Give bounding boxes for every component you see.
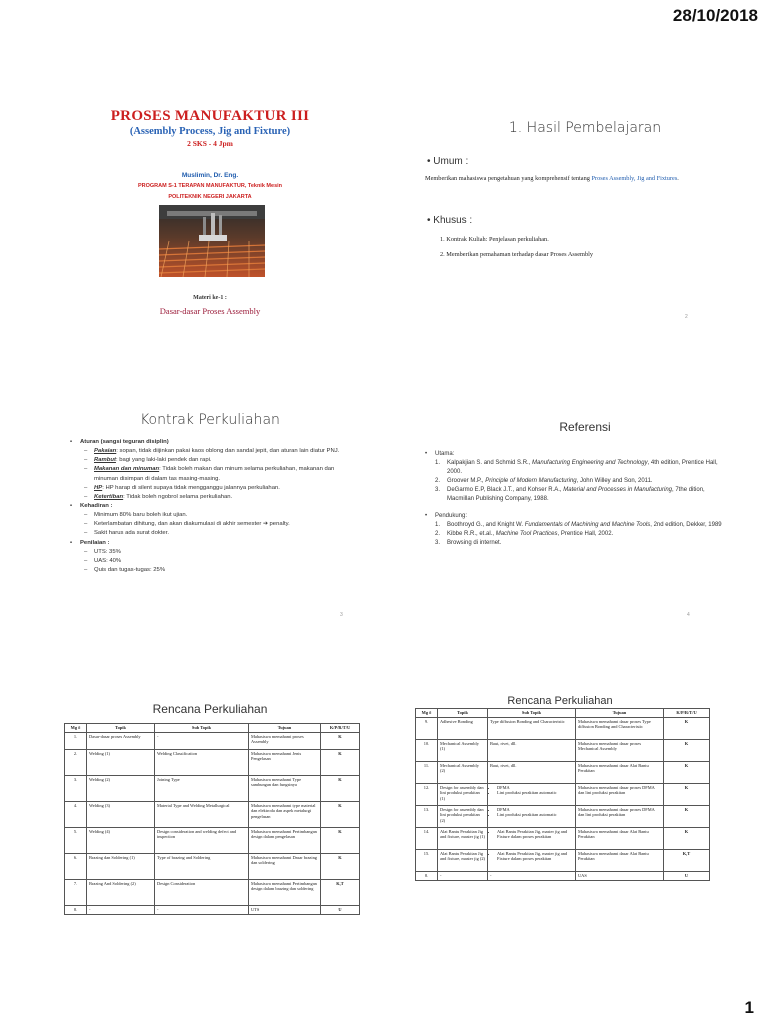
table-cell: 13. [416,805,438,827]
table-header-row [65,724,360,733]
course-credits: 2 SKS - 4 Jpm [187,139,233,148]
table-cell [488,739,576,761]
contract-list [70,438,360,575]
khusus-item: 2. Memberikan pemahaman terhadap dasar Proses Assembly [440,251,594,258]
khusus-item: 1. Kontrak Kuliah: Penjelasan perkuliahan. [440,236,549,243]
plan-table [64,723,360,915]
table-cell: Mahasiswa memahami Dasar brazing dan soldering [249,853,321,879]
table-row [65,827,360,853]
table-row [65,801,360,827]
kehadiran-heading: • Kehadiran : [70,502,360,511]
table-cell: Design for assembly dan lini produksi perakitan (2) [438,805,488,827]
table-cell: Design consideration and welding defect and inspection [155,827,249,853]
table-cell: 6. [65,853,87,879]
slide-number: 2 [685,314,688,320]
sub-topic-item: • DFMA [497,785,573,791]
table-cell: Mahasiswa memahami dasar proses DFMA dan lini produksi perakitan [576,805,664,827]
sub-topic-item: Baut, rivet, dll. [490,762,517,768]
table-cell [488,761,576,783]
sub-topic-list [490,807,573,818]
materi-title: Dasar-dasar Proses Assembly [159,306,261,316]
table-cell: Mahasiswa memahami type material dan elektroda dan aspek metalurgi pengelasan [249,801,321,827]
slide-plan-1 [40,690,380,925]
table-cell: Mahasiswa memahami dasar proses Mechanical Assembly [576,739,664,761]
sub-topic-list [490,829,573,840]
table-header-cell: Topik [87,724,155,733]
table-cell: 10. [416,739,438,761]
kehadiran-item: – Keterlambatan dihitung, dan akan diakumulasi di akhir semester ➔ penalty. [70,520,360,529]
slide-heading: Rencana Perkuliahan [507,695,613,707]
umum-label: Umum : [433,156,469,167]
table-cell: K [321,853,360,879]
table-row [416,761,710,783]
institution-name: POLITEKNIK NEGERI JAKARTA [168,194,252,200]
table-cell: 8. [65,905,87,914]
table-cell: K [321,775,360,801]
table-cell: - [438,871,488,880]
table-cell: Design for assembly dan lini produksi perakitan (1) [438,783,488,805]
slide-plan-2 [400,690,720,925]
table-cell: K [664,739,710,761]
sub-topic-item: Type diffusion Bonding and Characteristic [490,718,565,724]
table-cell: K [664,717,710,739]
table-cell: Alat Bantu Perakitan Jig and fixture, master jig (2) [438,849,488,871]
sub-topic-item: • Lini produksi perakitan automatic [497,790,573,796]
kehadiran-item: – Sakit harus ada surat dokter. [70,529,360,538]
reference-item: 1. Kalpakjian S. and Schmid S.R., Manufacturing Engineering and Technology, 4th edition, Prentice Hall, 2000. [435,460,718,475]
table-cell: Brazing And Soldering (2) [87,879,155,905]
slide-number: 3 [340,612,343,618]
table-cell: Welding (3) [87,801,155,827]
table-cell: Mahasiswa memahami dasar proses DFMA dan lini produksi perakitan [576,783,664,805]
table-cell: K [664,783,710,805]
plan-table [415,708,710,881]
kehadiran-item: – Minimum 80% baru boleh ikut ujian. [70,511,360,520]
table-cell: Brazing dan Soldering (1) [87,853,155,879]
table-cell: 9. [416,717,438,739]
table-cell: Mahasiswa memahami proses Assembly [249,732,321,749]
table-cell [488,827,576,849]
table-cell: Welding (4) [87,827,155,853]
table-header-cell: Sub Topik [155,724,249,733]
aturan-item: – Makanan dan minuman: Tidak boleh makan dan minum selama perkuliahan, makanan dan minuman disimpan di dalam tas masing-masing. [70,465,360,483]
slide-number: 4 [687,612,690,618]
assembly-machine-photo [159,205,265,277]
reference-item: 1. Boothroyd G., and Knight W. Fundamentals of Machining and Machine Tools, 2nd edition, Dekker, 1989 [435,522,722,528]
umum-text: Memberikan mahasiswa pengetahuan yang komprehensif tentang [425,175,590,182]
table-header-cell: K/P/R/T/U [321,724,360,733]
table-cell: K [321,732,360,749]
table-cell: Mahasiswa memahami dasar Alat Bantu Perakitan [576,827,664,849]
table-header-cell: K/P/R/T/U [664,709,710,718]
table-cell: Mahasiswa memahami dasar Alat Bantu Perakitan [576,849,664,871]
table-cell: Welding (2) [87,775,155,801]
aturan-item: – Rambut: bagi yang laki-laki pendek dan rapi. [70,456,360,465]
table-cell: 12. [416,783,438,805]
table-cell: U [664,871,710,880]
table-header-cell: Topik [438,709,488,718]
slide-heading: 1. Hasil Pembelajaran [508,120,662,136]
page-number: 1 [744,998,754,1017]
table-cell: K [664,827,710,849]
sub-topic-item: • Lini produksi perakitan automatic [497,812,573,818]
table-cell: 5. [65,827,87,853]
table-cell [488,717,576,739]
table-cell: UAS [576,871,664,880]
table-header-cell: Mg # [65,724,87,733]
reference-item: 3. Browsing di internet. [435,540,502,546]
table-cell: 14. [416,827,438,849]
table-cell: Mechanical Assembly (1) [438,739,488,761]
table-cell: 8. [416,871,438,880]
table-row [65,853,360,879]
sub-topic-item: Baut, rivet, dll. [490,740,517,746]
materi-label: Materi ke-1 : [193,295,227,301]
table-cell: 15. [416,849,438,871]
table-cell: 2. [65,749,87,775]
table-cell: 1. [65,732,87,749]
penilaian-item: – UTS: 35% [70,548,360,557]
table-header-cell: Tujuan [576,709,664,718]
table-cell: Material Type and Welding Metallurgical [155,801,249,827]
slide-title [40,88,380,323]
table-cell: 11. [416,761,438,783]
table-cell [488,871,576,880]
course-subtitle: (Assembly Process, Jig and Fixture) [129,126,291,137]
slide-contract [40,400,380,635]
table-row [416,827,710,849]
table-row [65,905,360,914]
slide-learning-outcomes [415,88,755,323]
slide-heading: Referensi [559,420,611,434]
slide-heading: Rencana Perkuliahan [152,702,268,716]
table-cell: K [321,749,360,775]
aturan-item: – Pakaian: sopan, tidak diijinkan pakai kaos oblong dan sandal jepit, dan aturan lain diatur PNJ. [70,447,360,456]
table-row [416,783,710,805]
table-cell: Mahasiswa memahami Pertimbangan design dalam pengelasan [249,827,321,853]
table-cell: - [87,905,155,914]
reference-item: 2. Groover M.P., Principle of Modern Manufacturing, John Willey and Son, 2011. [435,478,653,484]
table-cell: Dasar-dasar proses Assembly [87,732,155,749]
table-cell: Mahasiswa memahami dasar Alat Bantu Perakitan [576,761,664,783]
umum-paragraph [425,174,715,183]
sub-topic-item: • DFMA [497,807,573,813]
table-cell: 7. [65,879,87,905]
table-cell: Joining Type [155,775,249,801]
table-row [65,749,360,775]
table-cell: Mahasiswa memahami Type sambungan dan fungsinya [249,775,321,801]
aturan-item: – Ketertiban: Tidak boleh ngobrol selama perkuliahan. [70,493,360,502]
reference-list [425,450,725,548]
table-cell: Welding Classification [155,749,249,775]
sub-topic-item: - [490,872,492,878]
table-header-cell: Mg # [416,709,438,718]
table-row [416,871,710,880]
table-cell: - [155,905,249,914]
table-row [65,732,360,749]
table-cell: K [321,827,360,853]
table-cell [488,849,576,871]
table-cell: Mahasiswa memahami dasar proses Type diffusion Bonding and Characteristic [576,717,664,739]
umum-bullet: • Umum : [427,156,469,167]
table-cell: K [664,805,710,827]
table-row [416,717,710,739]
penilaian-item: – UAS: 40% [70,557,360,566]
table-cell: Alat Bantu Perakitan Jig and fixture, master jig (1) [438,827,488,849]
sub-topic-item: • Alat Bantu Perakitan Jig, master jig and Fixture dalam proses perakitan [497,829,573,840]
table-row [65,775,360,801]
pendukung-heading: • Pendukung: [425,512,725,521]
table-cell: 4. [65,801,87,827]
table-header-cell: Tujuan [249,724,321,733]
table-cell: Mahasiswa memahami Pertimbangan design dalam brazing dan soldering [249,879,321,905]
khusus-label: Khusus : [433,215,473,226]
table-cell: K,T [664,849,710,871]
table-cell: Design Consideration [155,879,249,905]
table-cell: 3. [65,775,87,801]
sub-topic-list [490,785,573,796]
table-cell: K [664,761,710,783]
sub-topic-list [490,851,573,862]
table-cell [488,783,576,805]
table-cell: Adhesive Bonding [438,717,488,739]
table-cell: Mahasiswa memahami Jenis Pengelasan [249,749,321,775]
table-cell [488,805,576,827]
table-header-row [416,709,710,718]
sub-topic-item: • Alat Bantu Perakitan Jig, master jig and Fixture dalam proses perakitan [497,851,573,862]
khusus-bullet: • Khusus : [427,215,473,226]
table-cell: Welding (1) [87,749,155,775]
slide-references [415,400,755,635]
umum-accent-text: Proses Assembly, Jig and Fixtures [591,175,678,182]
table-row [65,879,360,905]
reference-item: 2. Kibbe R.R., et.al., Machine Tool Practices, Prentice Hall, 2002. [435,531,614,537]
table-cell: U [321,905,360,914]
table-cell: K,T [321,879,360,905]
reference-item: 3. DeGarmo E.P, Black J.T., and Kohser R.A., Material and Processes in Manufacturing, 7the dition, Macmillan Publishing Company, 1988. [435,487,705,502]
table-cell: - [155,732,249,749]
table-cell: UTS [249,905,321,914]
author-name: Muslimin, Dr. Eng. [181,172,239,179]
table-cell: Mechanical Assembly (2) [438,761,488,783]
table-row [416,805,710,827]
aturan-heading: • Aturan (sangsi teguran disiplin) [70,438,360,447]
table-cell: K [321,801,360,827]
program-name: PROGRAM S-1 TERAPAN MANUFAKTUR, Teknik Mesin [137,183,283,189]
slide-heading: Kontrak Perkuliahan [140,412,280,428]
table-row [416,739,710,761]
print-date: 28/10/2018 [672,6,758,25]
course-title: PROSES MANUFAKTUR III [110,108,310,124]
penilaian-item: – Quis dan tugas-tugas: 25% [70,566,360,575]
umum-end: . [677,175,679,182]
utama-heading: • Utama: [425,450,725,459]
table-row [416,849,710,871]
table-cell: Type of brazing and Soldering [155,853,249,879]
table-header-cell: Sub Topik [488,709,576,718]
penilaian-heading: • Penilaian : [70,539,360,548]
aturan-item: – HP: HP harap di silent supaya tidak mengganggu jalannya perkuliahan. [70,484,360,493]
